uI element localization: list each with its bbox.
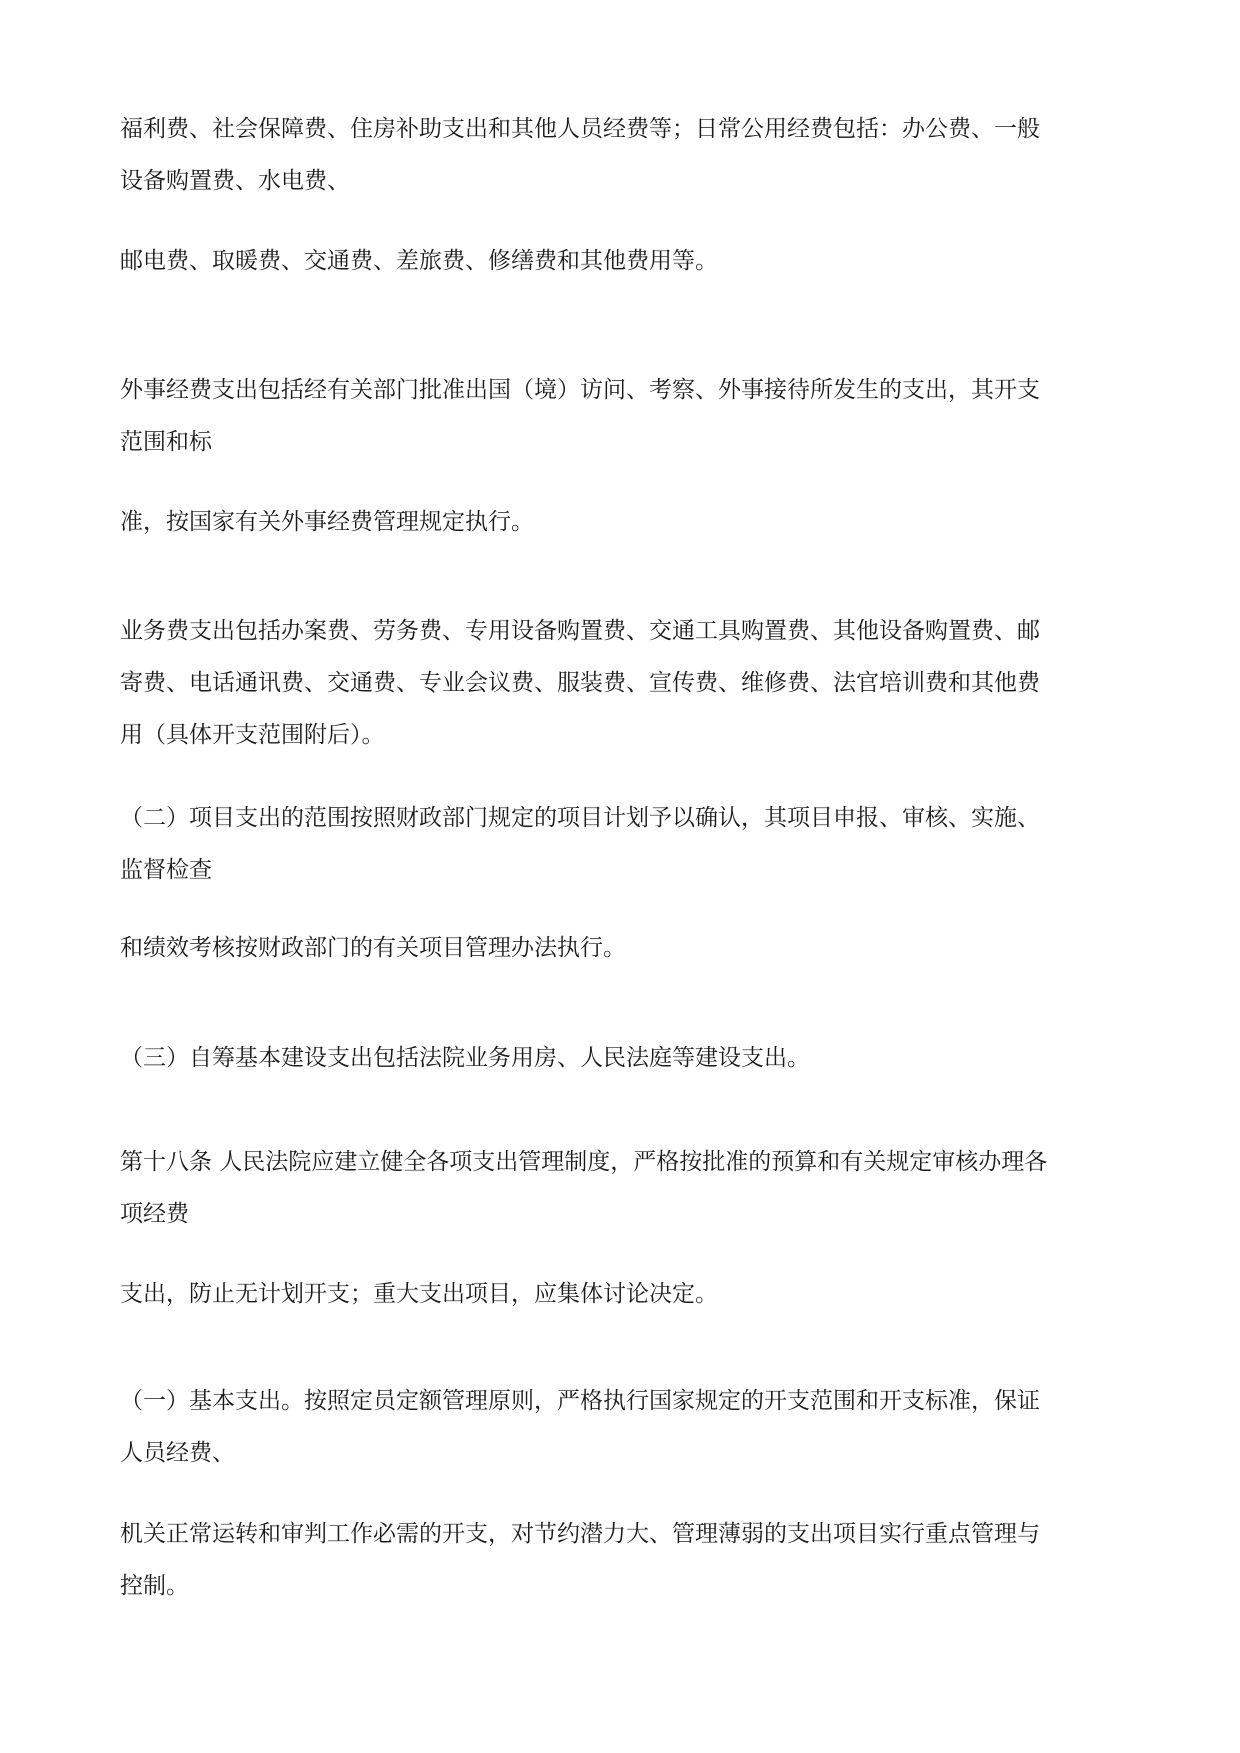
text-line: 机关正常运转和审判工作必需的开支，对节约潜力大、管理薄弱的支出项目实行重点管理与 <box>120 1521 1040 1547</box>
text-line: 支出，防止无计划开支；重大支出项目，应集体讨论决定。 <box>120 1281 718 1307</box>
text-line: （一）基本支出。按照定员定额管理原则，严格执行国家规定的开支范围和开支标准，保证 <box>120 1388 1040 1414</box>
paragraph-performance-evaluation <box>120 922 1120 974</box>
text-line: 用（具体开支范围附后）。 <box>120 722 385 748</box>
text-line: 准，按国家有关外事经费管理规定执行。 <box>120 509 534 535</box>
paragraph-foreign-affairs-standard <box>120 496 1120 548</box>
text-line: 项经费 <box>120 1201 189 1227</box>
paragraph-postal-heating <box>120 235 1120 287</box>
text-line: 监督检查 <box>120 857 212 883</box>
paragraph-unplanned-expenditure <box>120 1268 1120 1320</box>
text-line: 第十八条 人民法院应建立健全各项支出管理制度，严格按批准的预算和有关规定审核办理各 <box>120 1149 1048 1175</box>
text-line: 控制。 <box>120 1573 189 1599</box>
text-line: （三）自筹基本建设支出包括法院业务用房、人民法庭等建设支出。 <box>120 1045 810 1071</box>
paragraph-business-expenses <box>120 605 1120 761</box>
paragraph-key-management <box>120 1508 1120 1612</box>
text-line: 范围和标 <box>120 429 212 455</box>
text-line: 人员经费、 <box>120 1440 235 1466</box>
text-line: 外事经费支出包括经有关部门批准出国（境）访问、考察、外事接待所发生的支出，其开支 <box>120 377 1040 403</box>
text-line: 和绩效考核按财政部门的有关项目管理办法执行。 <box>120 935 626 961</box>
paragraph-article-18 <box>120 1136 1120 1240</box>
paragraph-project-expenditure <box>120 792 1120 896</box>
text-line: 业务费支出包括办案费、劳务费、专用设备购置费、交通工具购置费、其他设备购置费、邮 <box>120 618 1040 644</box>
text-line: 设备购置费、水电费、 <box>120 168 350 194</box>
text-line: 福利费、社会保障费、住房补助支出和其他人员经费等；日常公用经费包括：办公费、一般 <box>120 116 1040 142</box>
text-line: 寄费、电话通讯费、交通费、专业会议费、服装费、宣传费、维修费、法官培训费和其他费 <box>120 670 1040 696</box>
paragraph-personnel-welfare <box>120 103 1120 207</box>
text-line: （二）项目支出的范围按照财政部门规定的项目计划予以确认，其项目申报、审核、实施、 <box>120 805 1040 831</box>
paragraph-basic-expenditure <box>120 1375 1120 1479</box>
text-line: 邮电费、取暖费、交通费、差旅费、修缮费和其他费用等。 <box>120 248 718 274</box>
paragraph-self-raised-construction <box>120 1032 1120 1084</box>
paragraph-foreign-affairs <box>120 364 1120 468</box>
